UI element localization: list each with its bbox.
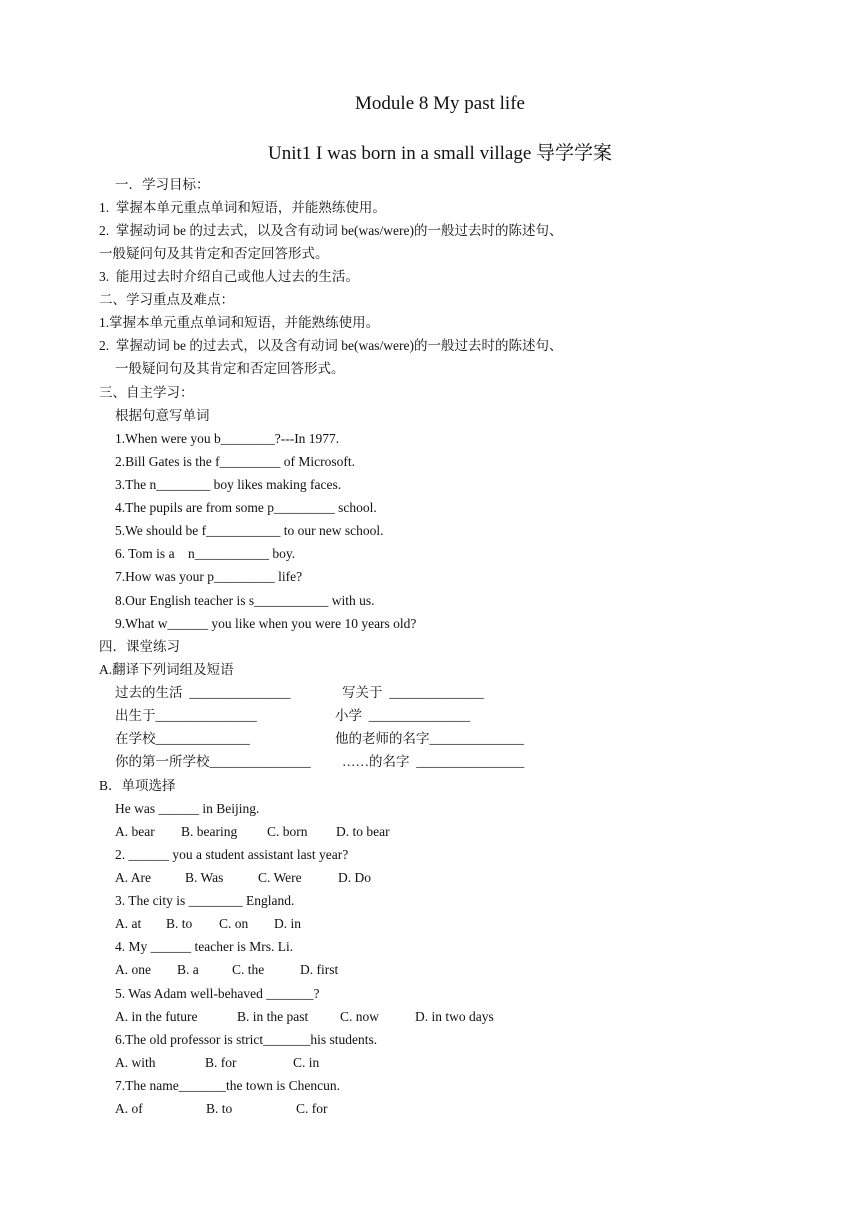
key-point-item-2-cont: 一般疑问句及其肯定和否定回答形式。 bbox=[115, 361, 345, 376]
option-b: B. a bbox=[177, 962, 199, 977]
page-subtitle: Unit1 I was born in a small village 导学学案 bbox=[267, 143, 613, 164]
part-b-heading: B．单项选择 bbox=[99, 778, 176, 793]
option-b: B. Was bbox=[185, 870, 224, 885]
page-title: Module 8 My past life bbox=[355, 93, 525, 114]
option-c: C. on bbox=[219, 916, 249, 931]
option-a: A. bear bbox=[115, 824, 155, 839]
key-points-heading: 二、学习重点及难点： bbox=[99, 292, 234, 307]
question-text: 2. ______ you a student assistant last year? bbox=[115, 847, 349, 862]
fill-in-item: 7.How was your p_________ life? bbox=[115, 569, 303, 584]
translation-item: 出生于_______________ bbox=[115, 708, 257, 723]
translation-item: 他的老师的名字______________ bbox=[335, 731, 524, 746]
option-a: A. in the future bbox=[115, 1009, 198, 1024]
option-c: C. now bbox=[340, 1009, 380, 1024]
question-text: He was ______ in Beijing. bbox=[115, 801, 260, 816]
part-a-heading: A.翻译下列词组及短语 bbox=[99, 662, 234, 677]
option-b: B. to bbox=[206, 1101, 233, 1116]
option-c: C. born bbox=[267, 824, 308, 839]
fill-in-item: 4.The pupils are from some p_________ school. bbox=[115, 500, 377, 515]
option-d: D. Do bbox=[338, 870, 371, 885]
option-c: C. for bbox=[296, 1101, 328, 1116]
practice-heading: 四．课堂练习 bbox=[99, 639, 180, 654]
self-study-heading: 三、自主学习： bbox=[99, 385, 194, 400]
option-a: A. with bbox=[115, 1055, 156, 1070]
question-text: 4. My ______ teacher is Mrs. Li. bbox=[115, 939, 294, 954]
question-text: 7.The name_______the town is Chencun. bbox=[115, 1078, 340, 1093]
option-c: C. Were bbox=[258, 870, 302, 885]
option-a: A. of bbox=[115, 1101, 143, 1116]
option-b: B. to bbox=[166, 916, 193, 931]
translation-item: ……的名字 ________________ bbox=[342, 754, 525, 769]
fill-in-item: 2.Bill Gates is the f_________ of Microsoft. bbox=[115, 454, 355, 469]
option-a: A. one bbox=[115, 962, 151, 977]
objective-item-2-cont: 一般疑问句及其肯定和否定回答形式。 bbox=[99, 246, 329, 261]
translation-item: 你的第一所学校_______________ bbox=[115, 754, 311, 769]
option-d: D. in two days bbox=[415, 1009, 494, 1024]
objective-item-1: 1. 掌握本单元重点单词和短语，并能熟练使用。 bbox=[99, 200, 386, 215]
question-text: 5. Was Adam well-behaved _______? bbox=[115, 986, 320, 1001]
translation-item: 在学校______________ bbox=[115, 731, 250, 746]
option-c: C. in bbox=[293, 1055, 320, 1070]
option-d: D. to bear bbox=[336, 824, 390, 839]
self-study-instruction: 根据句意写单词 bbox=[115, 408, 210, 423]
objective-item-3: 3. 能用过去时介绍自己或他人过去的生活。 bbox=[99, 269, 359, 284]
option-d: D. first bbox=[300, 962, 339, 977]
fill-in-item: 6. Tom is a n___________ boy. bbox=[115, 546, 296, 561]
translation-item: 写关于 ______________ bbox=[342, 685, 484, 700]
option-b: B. in the past bbox=[237, 1009, 309, 1024]
option-a: A. at bbox=[115, 916, 142, 931]
option-b: B. bearing bbox=[181, 824, 238, 839]
key-point-item-1: 1.掌握本单元重点单词和短语，并能熟练使用。 bbox=[99, 315, 380, 330]
question-text: 6.The old professor is strict_______his students. bbox=[115, 1032, 378, 1047]
fill-in-item: 1.When were you b________?---In 1977. bbox=[115, 431, 340, 446]
fill-in-item: 3.The n________ boy likes making faces. bbox=[115, 477, 342, 492]
key-point-item-2: 2. 掌握动词 be 的过去式，以及含有动词 be(was/were)的一般过去时的陈述句、 bbox=[99, 338, 563, 353]
question-text: 3. The city is ________ England. bbox=[115, 893, 295, 908]
option-a: A. Are bbox=[115, 870, 151, 885]
fill-in-item: 8.Our English teacher is s___________ with us. bbox=[115, 593, 375, 608]
option-d: D. in bbox=[274, 916, 301, 931]
objective-item-2: 2. 掌握动词 be 的过去式，以及含有动词 be(was/were)的一般过去时的陈述句、 bbox=[99, 223, 563, 238]
fill-in-item: 5.We should be f___________ to our new school. bbox=[115, 523, 384, 538]
objectives-heading: 一．学习目标： bbox=[115, 177, 210, 192]
option-c: C. the bbox=[232, 962, 265, 977]
translation-item: 过去的生活 _______________ bbox=[115, 685, 291, 700]
translation-item: 小学 _______________ bbox=[335, 708, 470, 723]
option-b: B. for bbox=[205, 1055, 237, 1070]
fill-in-item: 9.What w______ you like when you were 10 years old? bbox=[115, 616, 417, 631]
